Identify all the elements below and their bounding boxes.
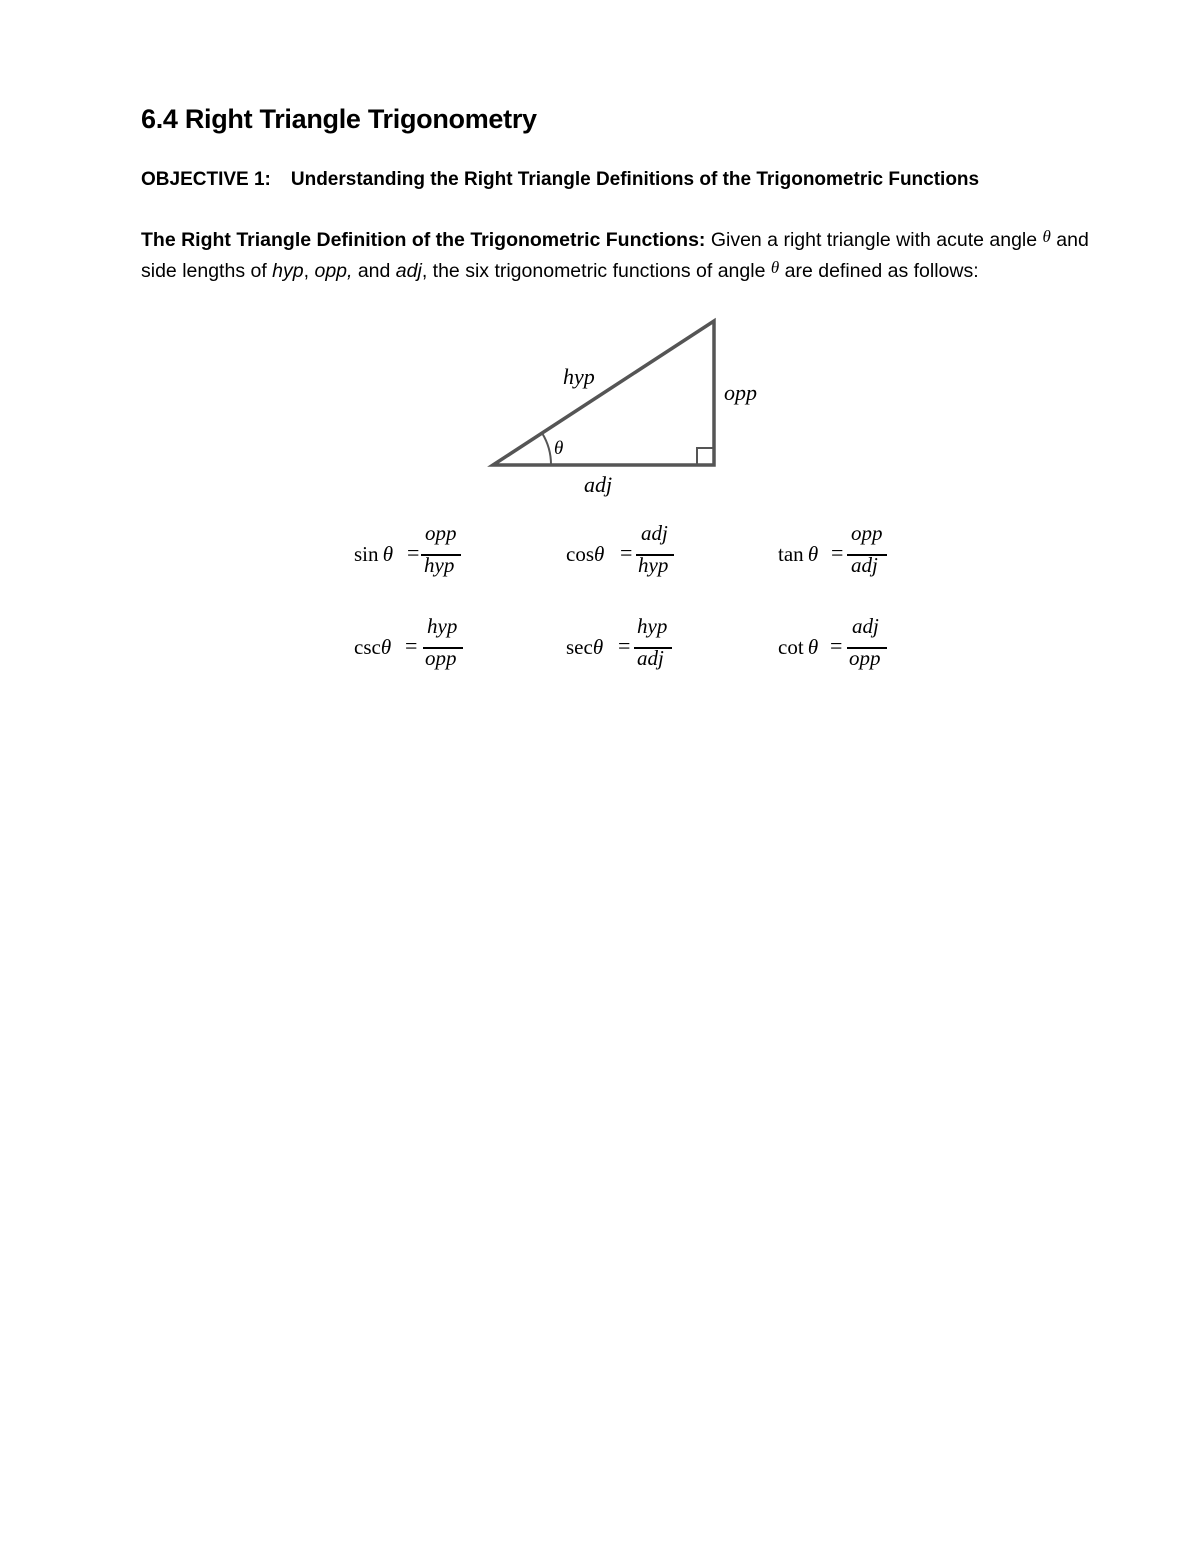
- numerator: hyp: [637, 614, 668, 638]
- numerator: adj: [852, 614, 879, 638]
- term-adj: adj: [395, 260, 422, 282]
- hyp-label: hyp: [563, 364, 595, 389]
- objective-line: [141, 169, 979, 191]
- equals-sign: =: [831, 540, 844, 565]
- cos-formula: [566, 521, 716, 583]
- objective-text: Understanding the Right Triangle Definitions of the Trigonometric Functions: [290, 169, 980, 190]
- adj-label: adj: [584, 472, 613, 497]
- denominator: adj: [637, 646, 664, 670]
- cot-formula: [778, 614, 928, 676]
- angle-theta-label: θ: [554, 438, 564, 459]
- denominator: opp: [849, 646, 881, 670]
- term-opp: opp,: [314, 260, 353, 282]
- equals-sign: =: [405, 633, 418, 658]
- equals-sign: =: [830, 633, 843, 658]
- func-name: cscθ: [354, 635, 392, 659]
- denominator: adj: [851, 553, 878, 577]
- equals-sign: =: [407, 540, 420, 565]
- numerator: hyp: [427, 614, 458, 638]
- func-name: cosθ: [566, 542, 605, 566]
- denominator: hyp: [424, 553, 455, 577]
- csc-formula: [354, 614, 504, 676]
- func-name: secθ: [566, 635, 604, 659]
- denominator: hyp: [638, 553, 669, 577]
- right-angle-marker: [697, 448, 714, 465]
- definition-heading: The Right Triangle Definition of the Trigonometric Functions:: [141, 229, 706, 251]
- func-name: tan θ: [778, 542, 819, 566]
- definition-and: and: [352, 260, 396, 282]
- equals-sign: =: [620, 540, 633, 565]
- sec-formula: [566, 614, 716, 676]
- func-name: cot θ: [778, 635, 819, 659]
- definition-paragraph: [141, 225, 1101, 287]
- angle-arc: [542, 433, 551, 465]
- definition-text-4: are defined as follows:: [779, 260, 979, 282]
- equals-sign: =: [618, 633, 631, 658]
- numerator: opp: [851, 521, 883, 545]
- definition-text-3: , the six trigonometric functions of angle: [421, 260, 771, 282]
- triangle-outline: [493, 321, 714, 465]
- objective-label: OBJECTIVE 1:: [141, 169, 271, 190]
- definition-text-2: and side lengths of: [141, 229, 1089, 282]
- func-name: sin θ: [354, 542, 394, 566]
- opp-label: opp: [724, 380, 757, 405]
- theta-symbol: θ: [770, 258, 780, 277]
- page-title: 6.4 Right Triangle Trigonometry: [141, 104, 537, 134]
- definition-text-1: Given a right triangle with acute angle: [705, 229, 1043, 251]
- right-triangle-diagram: [460, 310, 800, 510]
- tan-formula: [778, 521, 928, 583]
- term-hyp: hyp: [272, 260, 304, 282]
- theta-symbol: θ: [1042, 227, 1051, 246]
- sin-formula: [354, 521, 504, 583]
- denominator: opp: [425, 646, 457, 670]
- definition-comma: ,: [303, 260, 315, 282]
- numerator: adj: [641, 521, 668, 545]
- numerator: opp: [425, 521, 457, 545]
